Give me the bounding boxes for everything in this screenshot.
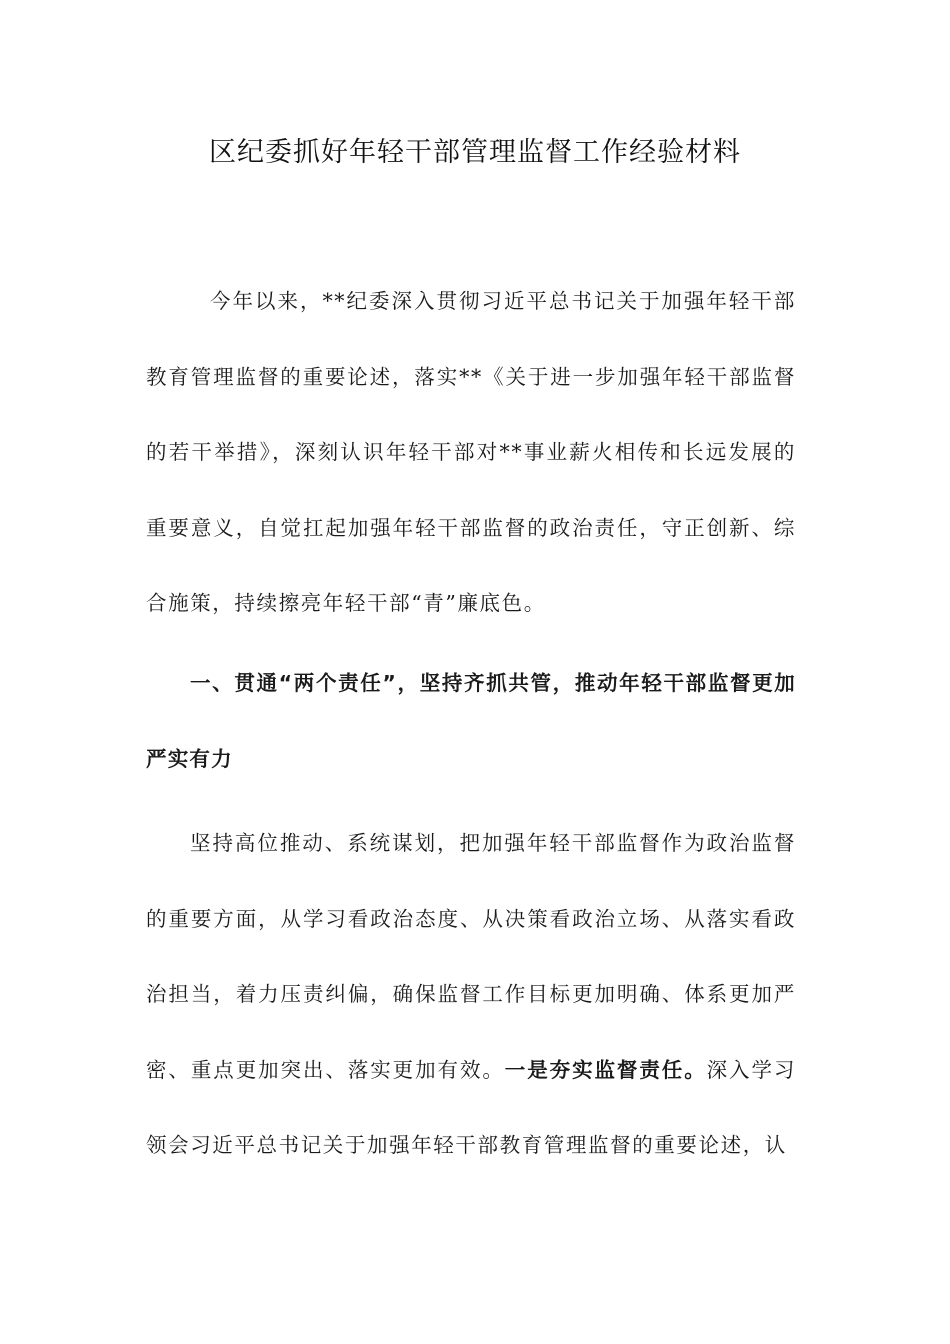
section-1-paragraph bbox=[146, 806, 796, 1184]
paragraph-text-part-2: 深入学习领会习近平总书记关于加强年轻干部教育管理监督的重要论述，认 bbox=[146, 1057, 796, 1158]
section-heading-1: 一、贯通“两个责任”，坚持齐抓共管，推动年轻干部监督更加严实有力 bbox=[146, 671, 796, 771]
paragraph-text-part-1: 坚持高位推动、系统谋划，把加强年轻干部监督作为政治监督的重要方面，从学习看政治态度、从决策看政治立场、从落实看政治担当，着力压责纠偏，确保监督工作目标更加明确、体系更加严密、重点更加突出、落实更加有效。 bbox=[146, 831, 796, 1082]
intro-paragraph: 今年以来，**纪委深入贯彻习近平总书记关于加强年轻干部教育管理监督的重要论述，落实**《关于进一步加强年轻干部监督的若干举措》，深刻认识年轻干部对**事业薪火相传和长远发展的重要意义，自觉扛起加强年轻干部监督的政治责任，守正创新、综合施策，持续擦亮年轻干部“青”廉底色。 bbox=[146, 289, 796, 616]
bold-lead-phrase: 一是夯实监督责任。 bbox=[504, 1057, 707, 1082]
document-title: 区纪委抓好年轻干部管理监督工作经验材料 bbox=[209, 137, 741, 168]
